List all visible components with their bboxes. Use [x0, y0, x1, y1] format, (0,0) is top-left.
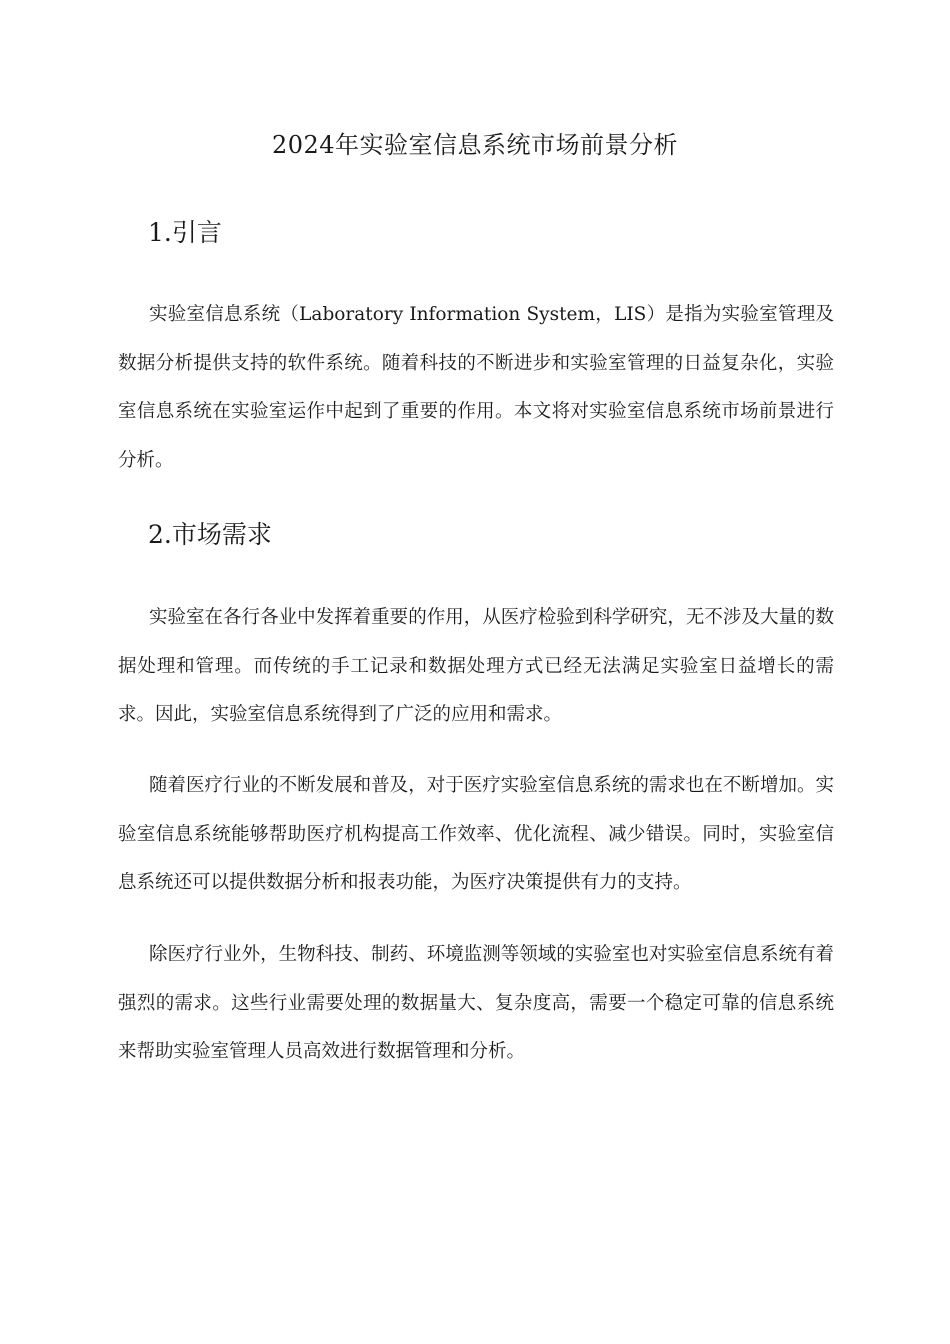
- market-demand-paragraph-3: 除医疗行业外，生物科技、制药、环境监测等领域的实验室也对实验室信息系统有着强烈的需求。这些行业需要处理的数据量大、复杂度高，需要一个稳定可靠的信息系统来帮助实验室管理人员高效进行数据管理和分析。: [118, 944, 834, 1062]
- section-heading-market-demand: 2.市场需求: [148, 520, 272, 549]
- section-heading-introduction: 1.引言: [148, 218, 222, 247]
- introduction-paragraph: 实验室信息系统（Laboratory Information System，LIS）是指为实验室管理及数据分析提供支持的软件系统。随着科技的不断进步和实验室管理的日益复杂化，实验室信息系统在实验室运作中起到了重要的作用。本文将对实验室信息系统市场前景进行分析。: [118, 304, 834, 471]
- market-demand-paragraph-2: 随着医疗行业的不断发展和普及，对于医疗实验室信息系统的需求也在不断增加。实验室信息系统能够帮助医疗机构提高工作效率、优化流程、减少错误。同时，实验室信息系统还可以提供数据分析和报表功能，为医疗决策提供有力的支持。: [118, 775, 834, 893]
- market-demand-paragraph-1: 实验室在各行各业中发挥着重要的作用，从医疗检验到科学研究，无不涉及大量的数据处理和管理。而传统的手工记录和数据处理方式已经无法满足实验室日益增长的需求。因此，实验室信息系统得到了广泛的应用和需求。: [118, 607, 834, 725]
- document-title: 2024年实验室信息系统市场前景分析: [271, 131, 679, 159]
